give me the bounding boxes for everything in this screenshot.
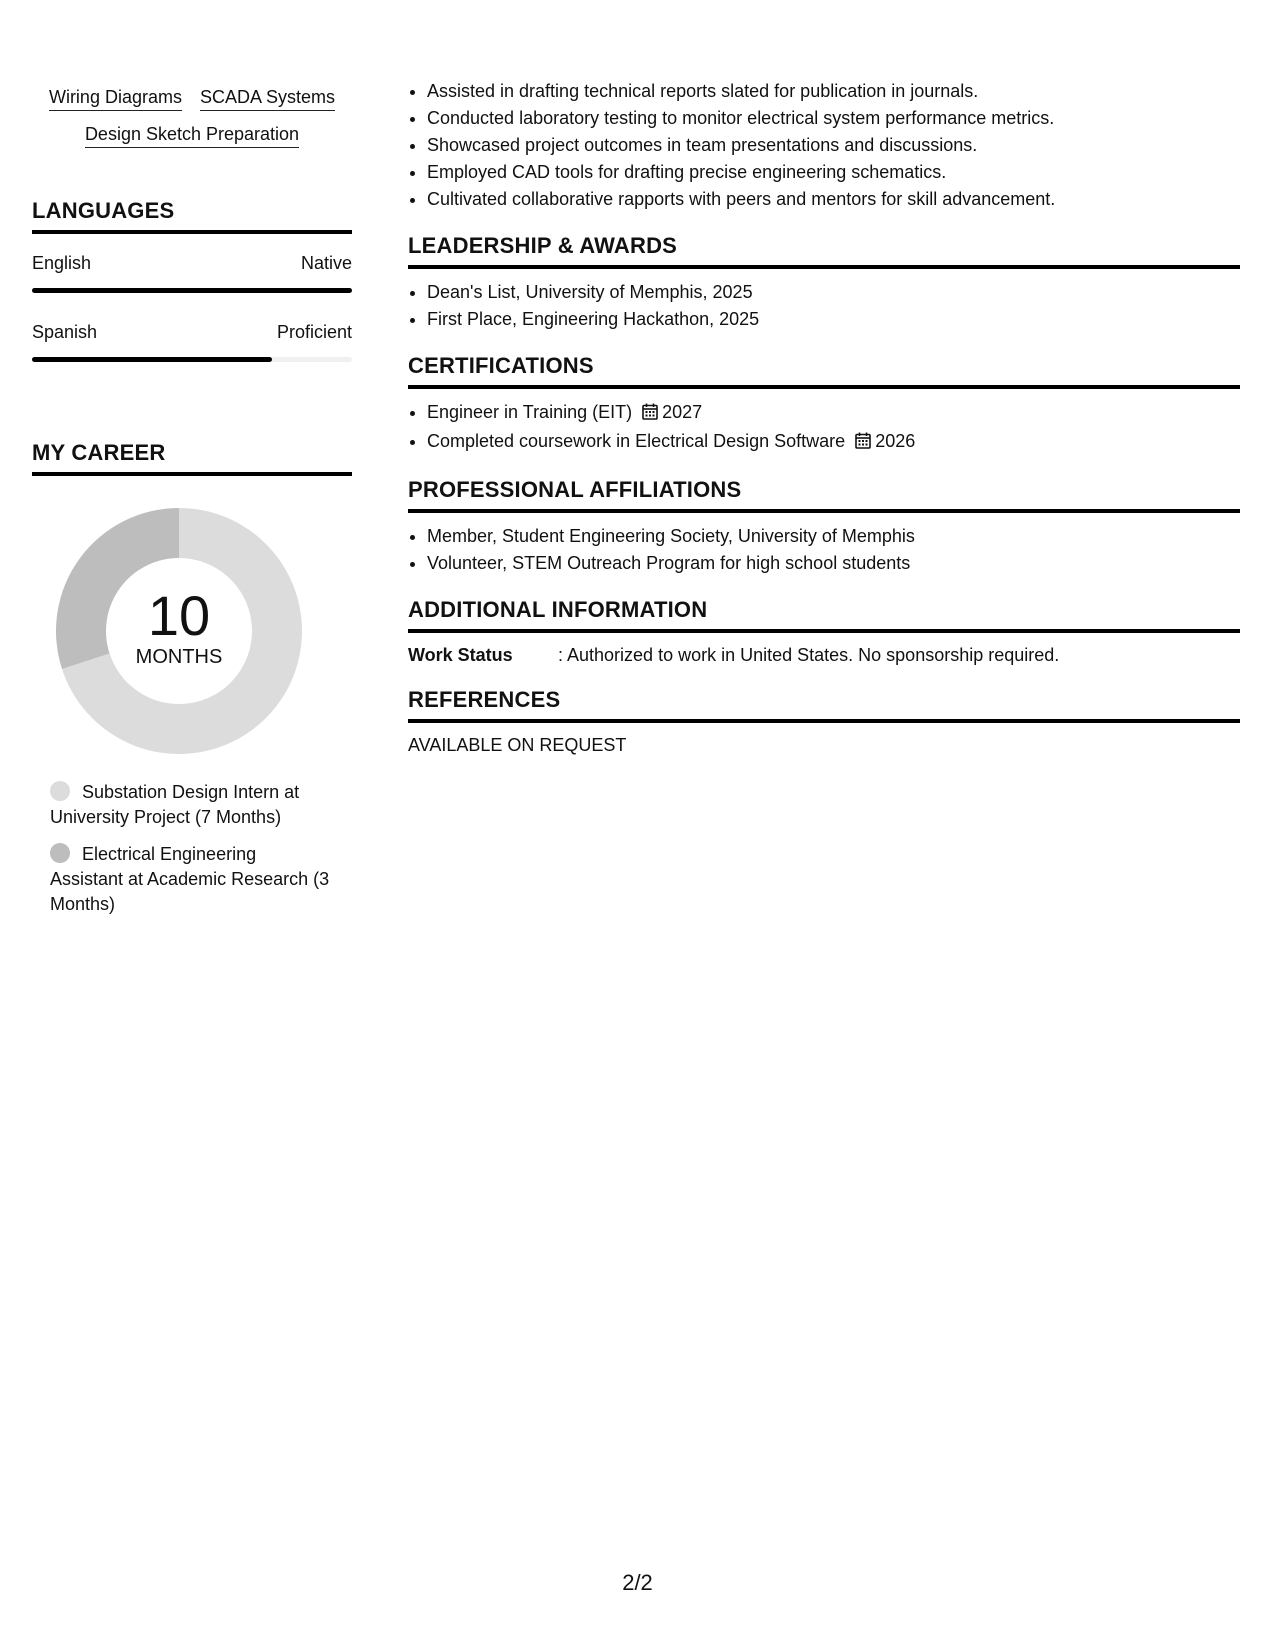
legend-item	[50, 780, 330, 830]
affiliations-title: PROFESSIONAL AFFILIATIONS	[408, 477, 1240, 513]
certification-name: Completed coursework in Electrical Design Software	[427, 431, 846, 451]
languages-title: LANGUAGES	[32, 198, 352, 234]
references-title: REFERENCES	[408, 687, 1240, 723]
career-section	[32, 440, 352, 917]
leadership-item: • First Place, Engineering Hackathon, 2025	[427, 306, 1240, 333]
language-name: English	[32, 253, 92, 273]
language-row	[32, 321, 352, 362]
leadership-list	[408, 279, 1240, 333]
experience-bullet: • Employed CAD tools for drafting precise engineering schematics.	[427, 159, 1240, 186]
legend-dot	[50, 843, 70, 863]
additional-info-section	[408, 597, 1240, 667]
career-title: MY CAREER	[32, 440, 352, 476]
skill-tag: SCADA Systems	[200, 86, 335, 111]
certifications-list	[408, 399, 1240, 457]
experience-bullet: • Assisted in drafting technical reports slated for publication in journals.	[427, 78, 1240, 105]
languages-section	[32, 198, 352, 362]
legend-label: Substation Design Intern at University Project (7 Months)	[50, 782, 300, 827]
career-total-number: 10	[147, 584, 211, 647]
certification-name: Engineer in Training (EIT)	[427, 402, 633, 422]
skill-tag: Wiring Diagrams	[49, 86, 182, 111]
language-proficiency-fill	[32, 357, 272, 362]
certification-item	[427, 428, 1240, 457]
language-level: Proficient	[276, 322, 352, 342]
donut-center	[56, 508, 302, 754]
certification-year: 2026	[875, 431, 916, 451]
leadership-section	[408, 233, 1240, 333]
page-number: 2/2	[622, 1570, 653, 1595]
references-section	[408, 687, 1240, 757]
work-status-label: Work Status	[408, 645, 513, 665]
certification-year: 2027	[662, 402, 703, 422]
language-name: Spanish	[32, 322, 98, 342]
work-status-row	[408, 643, 1240, 667]
left-column	[32, 76, 352, 929]
legend-item	[50, 842, 330, 917]
certification-item	[427, 399, 1240, 428]
skill-tag: Design Sketch Preparation	[85, 123, 299, 148]
career-legend	[50, 780, 330, 917]
skills-list	[32, 76, 352, 148]
experience-bullet: • Conducted laboratory testing to monitor electrical system performance metrics.	[427, 105, 1240, 132]
calendar-icon	[855, 430, 871, 457]
career-donut-chart	[56, 508, 302, 754]
references-text: AVAILABLE ON REQUEST	[408, 735, 627, 755]
affiliations-list	[408, 523, 1240, 577]
language-row	[32, 252, 352, 293]
leadership-item: • Dean's List, University of Memphis, 2025	[427, 279, 1240, 306]
legend-dot	[50, 781, 70, 801]
affiliations-section	[408, 477, 1240, 577]
right-column	[408, 78, 1240, 757]
work-status-value: : Authorized to work in United States. No sponsorship required.	[558, 645, 1060, 665]
legend-label: Electrical Engineering Assistant at Academic Research (3 Months)	[50, 844, 330, 914]
affiliation-item: • Volunteer, STEM Outreach Program for high school students	[427, 550, 1240, 577]
language-proficiency-bar	[32, 357, 352, 362]
experience-bullet: • Showcased project outcomes in team presentations and discussions.	[427, 132, 1240, 159]
language-level: Native	[300, 253, 352, 273]
leadership-title: LEADERSHIP & AWARDS	[408, 233, 1240, 269]
career-total-unit: MONTHS	[135, 646, 223, 668]
affiliation-item: • Member, Student Engineering Society, University of Memphis	[427, 523, 1240, 550]
language-proficiency-fill	[32, 288, 352, 293]
certifications-title: CERTIFICATIONS	[408, 353, 1240, 389]
additional-info-title: ADDITIONAL INFORMATION	[408, 597, 1240, 633]
experience-bullet: • Cultivated collaborative rapports with peers and mentors for skill advancement.	[427, 186, 1240, 213]
calendar-icon	[642, 401, 658, 428]
language-proficiency-bar	[32, 288, 352, 293]
certifications-section	[408, 353, 1240, 457]
experience-bullets	[408, 78, 1240, 213]
